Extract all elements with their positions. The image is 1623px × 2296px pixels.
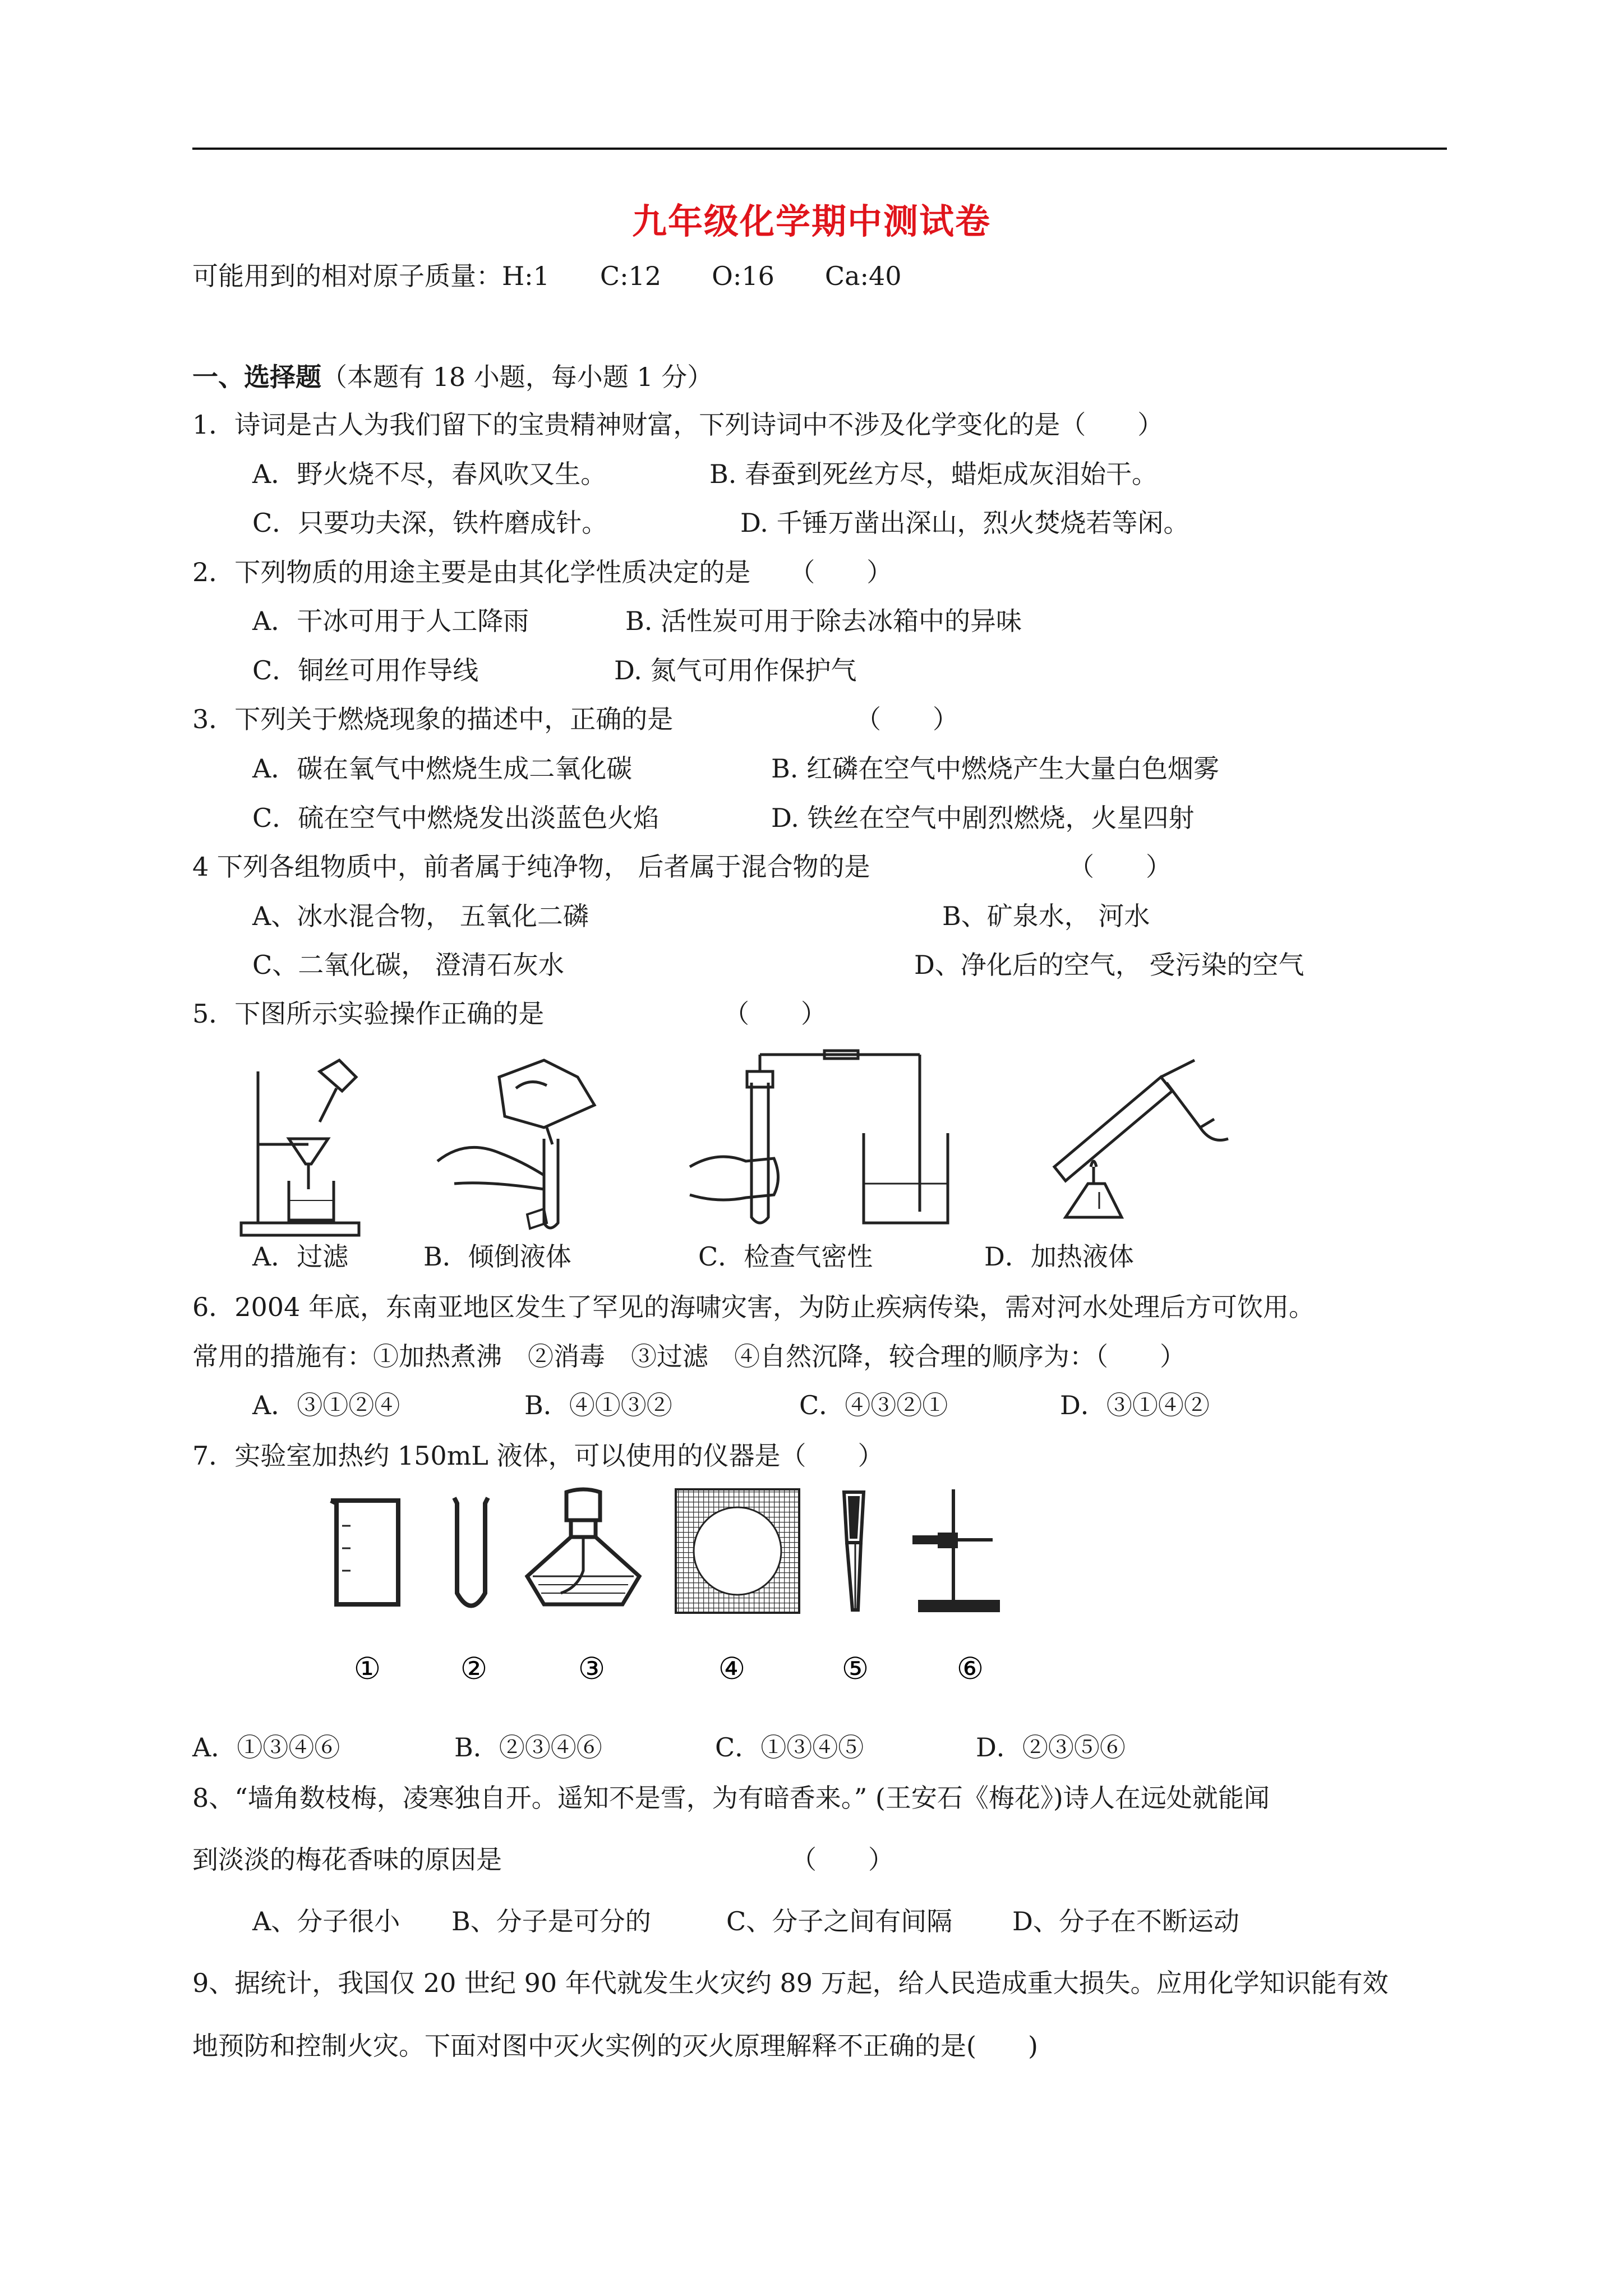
q2-option-d: D. 氮气可用作保护气 bbox=[614, 655, 857, 685]
q1-option-b: B. 春蚕到死丝方尽，蜡炬成灰泪始干。 bbox=[709, 459, 1158, 489]
q8-stem2: 到淡淡的梅花香味的原因是 bbox=[192, 1844, 502, 1875]
label-4: ④ bbox=[718, 1651, 746, 1686]
q3-option-a: A．碳在氧气中燃烧生成二氧化碳 bbox=[252, 753, 633, 784]
q8-option-a: A、分子很小 bbox=[252, 1906, 400, 1936]
beaker-figure bbox=[325, 1492, 409, 1616]
q8-option-c: C、分子之间有间隔 bbox=[726, 1906, 953, 1936]
q7-option-a: A．①③④⑥ bbox=[192, 1732, 340, 1763]
q1-option-d: D. 千锤万凿出深山，烈火焚烧若等闲。 bbox=[740, 508, 1189, 538]
q8-stem: 8、“墙角数枝梅，凌寒独自开。遥知不是雪，为有暗香来。” (王安石《梅花》)诗人在远处就能闻 bbox=[192, 1783, 1270, 1813]
q3-option-c: C．硫在空气中燃烧发出淡蓝色火焰 bbox=[252, 803, 660, 833]
test-tube-figure bbox=[449, 1492, 494, 1616]
q5-paren: （ ） bbox=[723, 999, 827, 1029]
q1-option-a: A．野火烧不尽，春风吹又生。 bbox=[252, 459, 607, 489]
section-note: （本题有 18 小题，每小题 1 分） bbox=[321, 362, 713, 392]
atomic-mass-c: C:12 bbox=[600, 261, 662, 291]
label-2: ② bbox=[460, 1651, 488, 1686]
q4-option-d: D、净化后的空气， 受污染的空气 bbox=[914, 950, 1304, 980]
q3-option-b: B. 红磷在空气中燃烧产生大量白色烟雾 bbox=[771, 753, 1220, 784]
q7-option-c: C．①③④⑤ bbox=[715, 1732, 864, 1763]
heating-figure bbox=[1032, 1055, 1234, 1234]
header-rule bbox=[192, 148, 1447, 150]
q5-option-c: C．检查气密性 bbox=[698, 1241, 873, 1272]
q6-option-a: A．③①②④ bbox=[252, 1390, 400, 1420]
q7-option-b: B．②③④⑥ bbox=[454, 1732, 602, 1763]
q6-stem: 6．2004 年底，东南亚地区发生了罕见的海啸灾害，为防止疾病传染，需对河水处理后方可饮用。 bbox=[192, 1292, 1315, 1322]
q1-stem: 1．诗词是古人为我们留下的宝贵精神财富，下列诗词中不涉及化学变化的是（ ） bbox=[192, 409, 1164, 440]
q4-option-a: A、冰水混合物， 五氧化二磷 bbox=[252, 901, 589, 931]
label-3: ③ bbox=[578, 1651, 606, 1686]
q2-option-a: A．干冰可用于人工降雨 bbox=[252, 606, 529, 636]
instrument-number-labels bbox=[325, 1646, 1015, 1691]
section-title: 一、选择题 bbox=[192, 362, 321, 392]
q6-option-b: B．④①③② bbox=[524, 1390, 672, 1420]
q6-option-d: D．③①④② bbox=[1060, 1390, 1210, 1420]
q8-option-b: B、分子是可分的 bbox=[451, 1906, 651, 1936]
label-1: ① bbox=[353, 1651, 381, 1686]
q8-option-d: D、分子在不断运动 bbox=[1012, 1906, 1239, 1936]
iron-stand-figure bbox=[909, 1487, 1004, 1616]
filtration-figure bbox=[236, 1060, 370, 1240]
airtightness-figure bbox=[684, 1049, 959, 1234]
q4-option-b: B、矿泉水， 河水 bbox=[942, 901, 1150, 931]
q4-paren: （ ） bbox=[1068, 852, 1172, 882]
q3-stem: 3．下列关于燃烧现象的描述中，正确的是 bbox=[192, 704, 674, 734]
q9-stem2: 地预防和控制火灾。下面对图中灭火实例的灭火原理解释不正确的是( ) bbox=[192, 2031, 1038, 2061]
section-heading bbox=[192, 360, 713, 394]
q7-stem: 7．实验室加热约 150mL 液体，可以使用的仪器是（ ） bbox=[192, 1441, 884, 1471]
q2-stem: 2．下列物质的用途主要是由其化学性质决定的是 （ ） bbox=[192, 557, 893, 587]
atomic-mass-o: O:16 bbox=[712, 261, 774, 291]
wire-gauze-figure bbox=[673, 1487, 802, 1616]
q3-paren: （ ） bbox=[855, 704, 958, 734]
q2-option-b: B. 活性炭可用于除去冰箱中的异味 bbox=[625, 606, 1022, 636]
q5-stem: 5．下图所示实验操作正确的是 bbox=[192, 999, 545, 1029]
q6-stem2: 常用的措施有：①加热煮沸 ②消毒 ③过滤 ④自然沉降，较合理的顺序为：（ ） bbox=[192, 1341, 1186, 1372]
q9-stem: 9、据统计，我国仅 20 世纪 90 年代就发生火灾约 89 万起，给人民造成重大损失。应用化学知识能有效 bbox=[192, 1968, 1389, 1998]
label-6: ⑥ bbox=[956, 1651, 984, 1686]
atomic-mass-line bbox=[192, 259, 952, 293]
q1-option-c: C．只要功夫深，铁杵磨成针。 bbox=[252, 508, 608, 538]
atomic-mass-h: H:1 bbox=[502, 261, 550, 291]
q5-option-a: A．过滤 bbox=[252, 1241, 349, 1272]
label-5: ⑤ bbox=[841, 1651, 869, 1686]
q5-option-b: B．倾倒液体 bbox=[423, 1241, 571, 1272]
q4-stem: 4 下列各组物质中，前者属于纯净物， 后者属于混合物的是 bbox=[192, 852, 870, 882]
test-tube-holder-figure bbox=[830, 1487, 880, 1616]
page-title: 九年级化学期中测试卷 bbox=[631, 201, 991, 242]
q5-option-d: D．加热液体 bbox=[984, 1241, 1134, 1272]
q2-option-c: C．铜丝可用作导线 bbox=[252, 655, 479, 685]
q4-option-c: C、二氧化碳， 澄清石灰水 bbox=[252, 950, 564, 980]
q8-paren: （ ） bbox=[791, 1844, 894, 1875]
atomic-mass-ca: Ca:40 bbox=[824, 261, 902, 291]
atomic-mass-label: 可能用到的相对原子质量： bbox=[192, 261, 502, 291]
q3-option-d: D. 铁丝在空气中剧烈燃烧，火星四射 bbox=[771, 803, 1195, 833]
q7-option-d: D．②③⑤⑥ bbox=[976, 1732, 1126, 1763]
alcohol-lamp-figure bbox=[522, 1487, 645, 1616]
q6-option-c: C．④③②① bbox=[799, 1390, 948, 1420]
pouring-figure bbox=[432, 1055, 606, 1234]
